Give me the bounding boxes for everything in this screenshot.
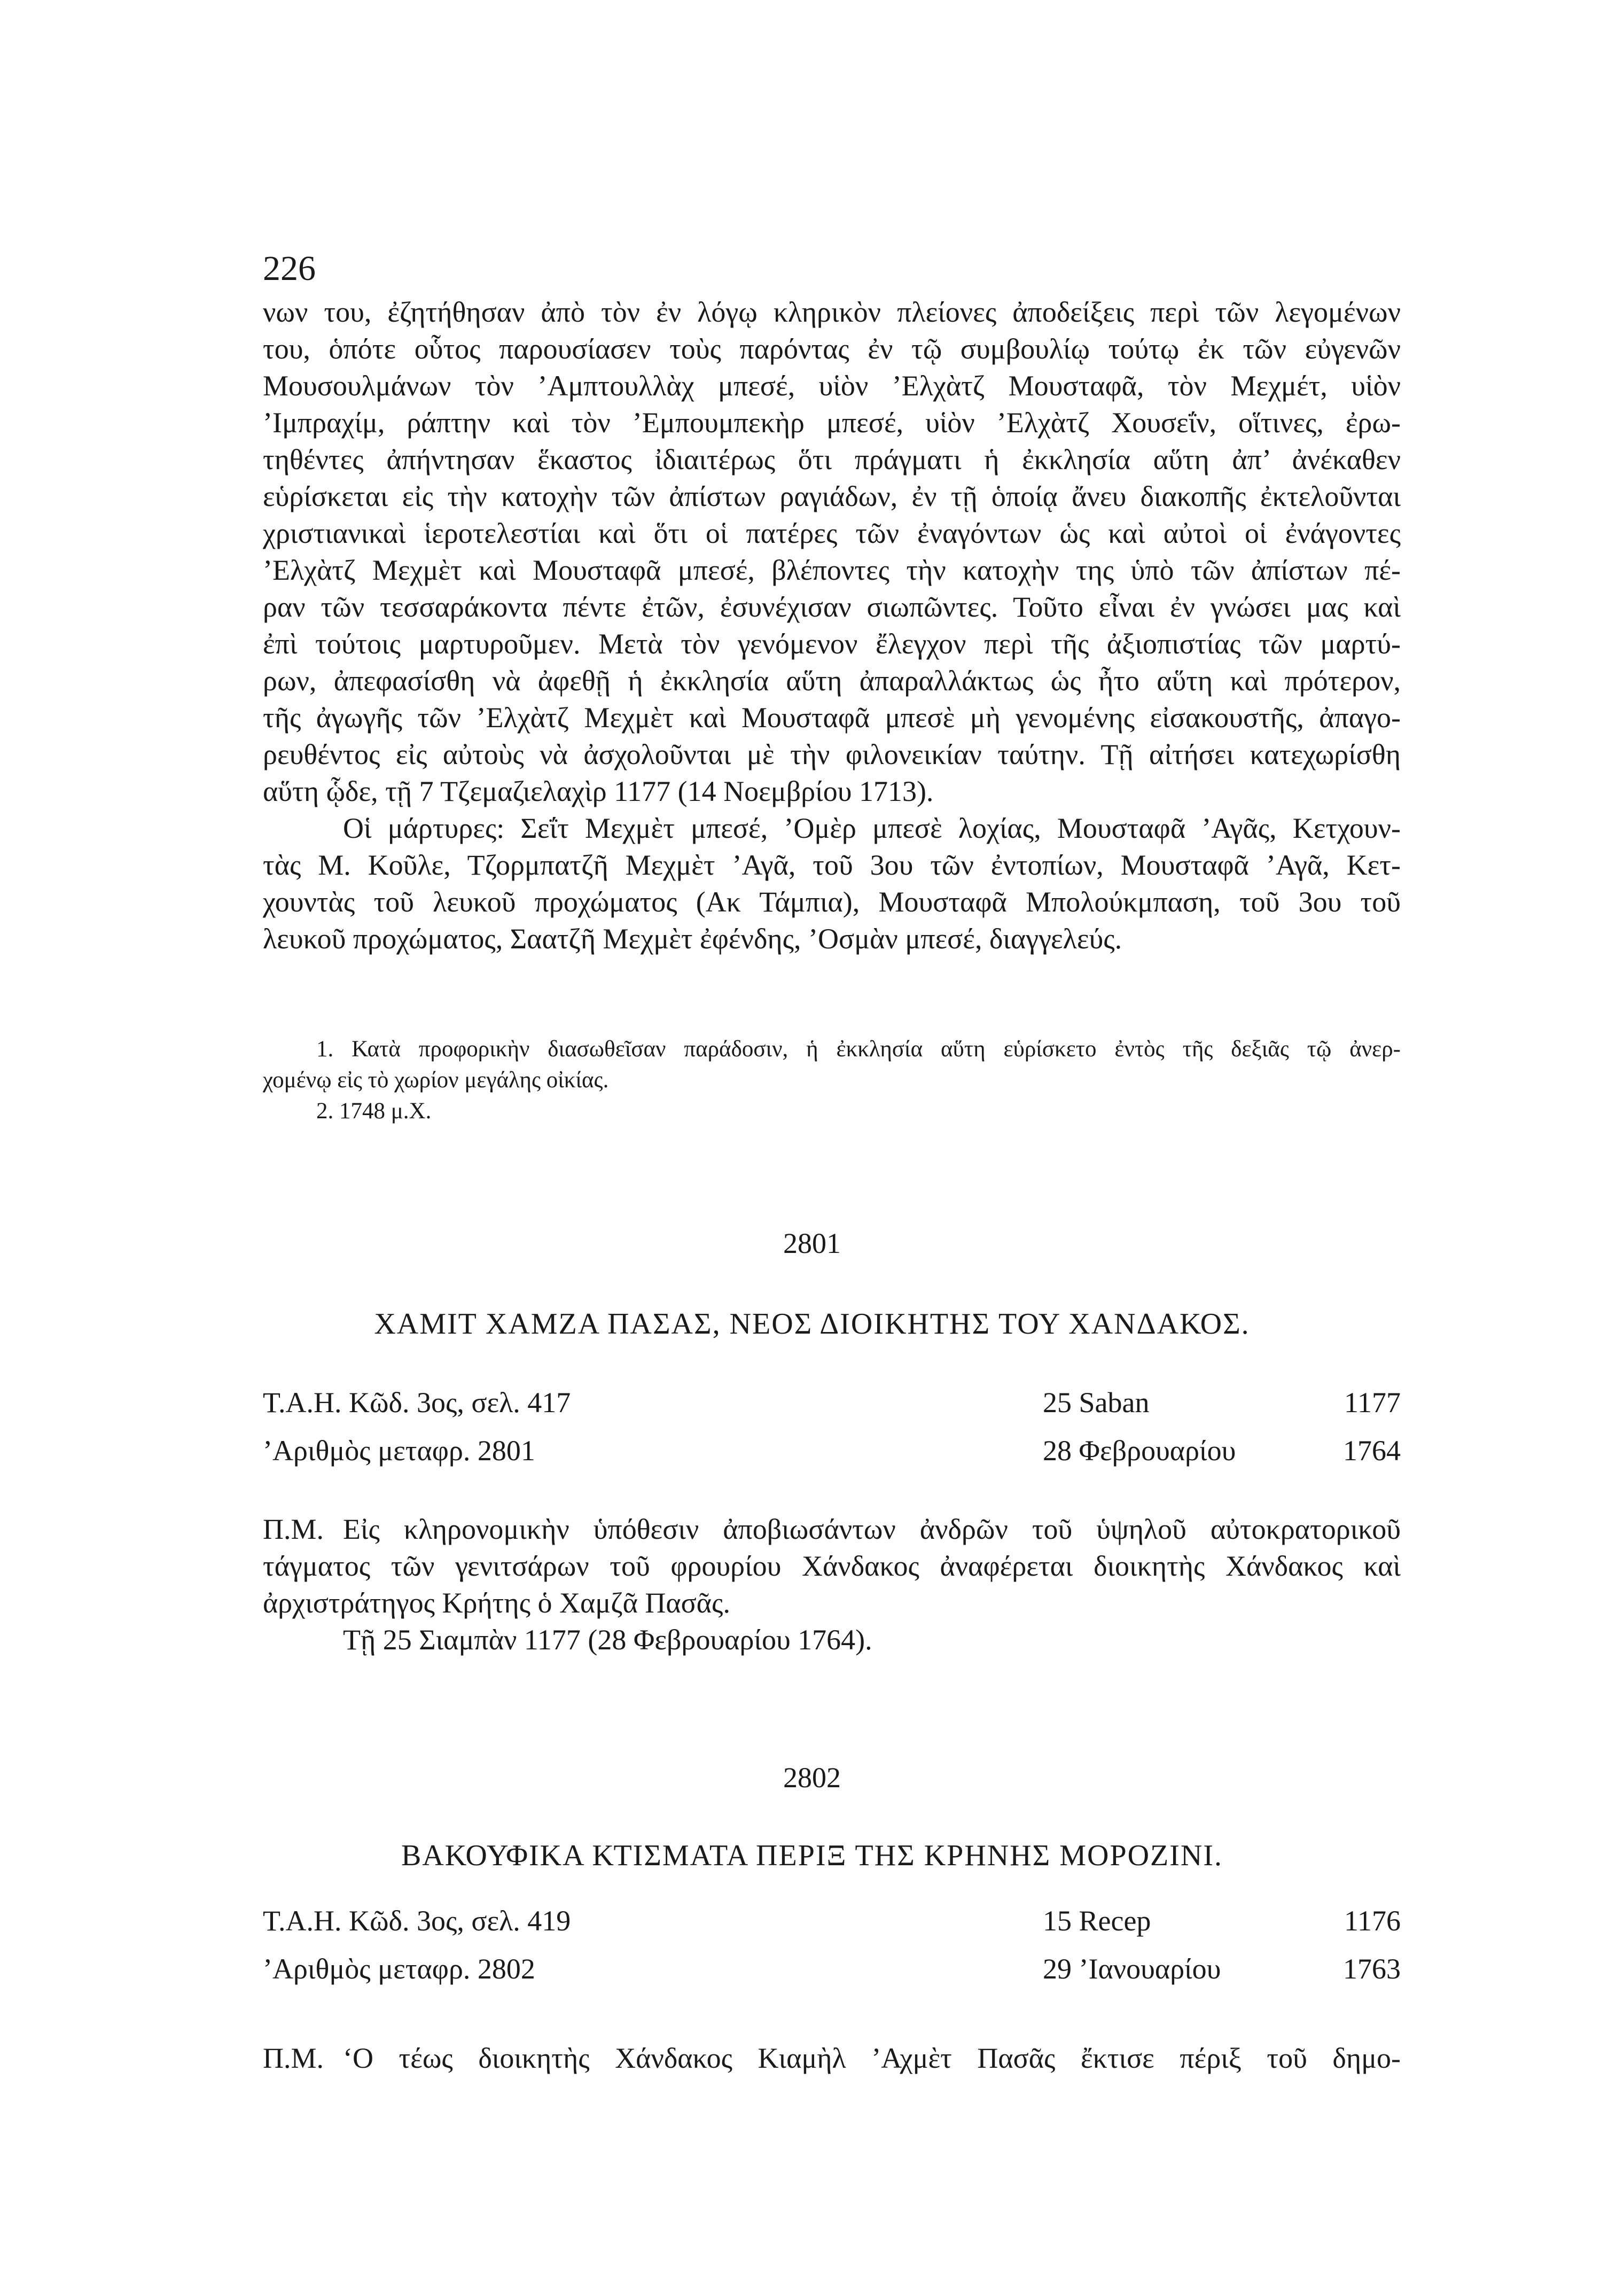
text-line: χριστιανικαὶ ἱεροτελεστίαι καὶ ὅτι οἱ πατέρες τῶν ἐναγόντων ὡς καὶ αὐτοὶ οἱ ἐνάγοντες: [263, 517, 1401, 549]
witnesses-line: λευκοῦ προχώματος, Σαατζῆ Μεχμὲτ ἐφένδης, ’Οσμὰν μπεσέ, διαγγελεύς.: [263, 923, 1122, 955]
hijri-date: 15 Recep: [1043, 1905, 1151, 1937]
archive-reference: Τ.Α.Η. Κῶδ. 3ος, σελ. 417: [263, 1387, 571, 1419]
document-meta-row: [263, 1902, 1401, 1940]
witnesses-line: χουντὰς τοῦ λευκοῦ προχώματος (Ακ Τάμπια), Μουσταφᾶ Μπολούκμπαση, τοῦ 3ου τοῦ: [263, 886, 1401, 918]
summary-label: Π.Μ.: [263, 1513, 324, 1545]
hijri-date: 25 Saban: [1043, 1387, 1150, 1419]
text-line: ρευθέντος εἰς αὐτοὺς νὰ ἀσχολοῦνται μὲ τὴν φιλονεικίαν ταύτην. Τῇ αἰτήσει κατεχωρίσθη: [263, 738, 1401, 770]
text-line: εὑρίσκεται εἰς τὴν κατοχὴν τῶν ἀπίστων ραγιάδων, ἐν τῇ ὁποίᾳ ἄνευ διακοπῆς ἐκτελοῦνται: [263, 480, 1401, 512]
text-line: τηθέντες ἀπήντησαν ἕκαστος ἰδιαιτέρως ὅτι πράγματι ἡ ἐκκλησία αὕτη ἀπ’ ἀνέκαθεν: [263, 443, 1401, 476]
continuation-text: [263, 294, 1401, 957]
footnote-1-continued: χομένῳ εἰς τὸ χωρίον μεγάλης οἰκίας.: [263, 1068, 609, 1093]
document-number: 2802: [783, 1762, 841, 1794]
text-line: ραν τῶν τεσσαράκοντα πέντε ἐτῶν, ἐσυνέχισαν σιωπῶντες. Τοῦτο εἶναι ἐν γνώσει μας καὶ: [263, 591, 1401, 623]
summary-text: Εἰς κληρονομικὴν ὑπόθεσιν ἀποβιωσάντων ἀνδρῶν τοῦ ὑψηλοῦ αὐτοκρατορικοῦ: [343, 1513, 1401, 1545]
document-title: ΧΑΜΙΤ ΧΑΜΖΑ ΠΑΣΑΣ, ΝΕΟΣ ΔΙΟΙΚΗΤΗΣ ΤΟΥ ΧΑΝΔΑΚΟΣ.: [374, 1307, 1250, 1341]
text-line: ’Ελχὰτζ Μεχμὲτ καὶ Μουσταφᾶ μπεσέ, βλέποντες τὴν κατοχὴν της ὑπὸ τῶν ἀπίστων πέ-: [263, 554, 1401, 586]
summary-line: [263, 2040, 1401, 2077]
document-number: 2801: [783, 1227, 841, 1259]
gregorian-date: 29 ’Ιανουαρίου: [1043, 1953, 1221, 1985]
text-line: αὕτη ᾧδε, τῇ 7 Τζεμαζιελαχὶρ 1177 (14 Νοεμβρίου 1713).: [263, 775, 934, 807]
document-summary: [263, 1511, 1401, 1658]
document-meta-row: [263, 1384, 1401, 1421]
footnotes: [263, 1034, 1401, 1127]
summary-line: ἀρχιστράτηγος Κρήτης ὁ Χαμζᾶ Πασᾶς.: [263, 1587, 730, 1619]
footnote-2: 2. 1748 μ.Χ.: [316, 1099, 432, 1124]
text-line: ’Ιμπραχίμ, ράπτην καὶ τὸν ’Εμπουμπεκὴρ μπεσέ, υἱὸν ’Ελχὰτζ Χουσεΐν, οἵτινες, ἐρω-: [263, 407, 1401, 439]
text-line: ἐπὶ τούτοις μαρτυροῦμεν. Μετὰ τὸν γενόμενον ἔλεγχον περὶ τῆς ἀξιοπιστίας τῶν μαρτύ-: [263, 628, 1401, 660]
text-line: ρων, ἀπεφασίσθη νὰ ἀφεθῇ ἡ ἐκκλησία αὕτη ἀπαραλλάκτως ὡς ἦτο αὕτη καὶ πρότερον,: [263, 665, 1401, 697]
translation-number: ’Αριθμὸς μεταφρ. 2801: [263, 1435, 535, 1467]
document-meta-row: [263, 1950, 1401, 1988]
witnesses-line: Οἱ μάρτυρες: Σεΐτ Μεχμὲτ μπεσέ, ’Ομὲρ μπεσὲ λοχίας, Μουσταφᾶ ’Αγᾶς, Κετχουν-: [343, 812, 1401, 844]
text-line: νων του, ἐζητήθησαν ἀπὸ τὸν ἐν λόγῳ κληρικὸν πλείονες ἀποδείξεις περὶ τῶν λεγομένων: [263, 296, 1401, 328]
summary-line: [263, 1511, 1401, 1548]
text-line: του, ὁπότε οὗτος παρουσίασεν τοὺς παρόντας ἐν τῷ συμβουλίῳ τούτῳ ἐκ τῶν εὐγενῶν: [263, 333, 1401, 365]
gregorian-year: 1764: [1343, 1435, 1401, 1467]
summary-line: τάγματος τῶν γενιτσάρων τοῦ φρουρίου Χάνδακος ἀναφέρεται διοικητὴς Χάνδακος καὶ: [263, 1550, 1401, 1582]
document-summary: [263, 2040, 1401, 2077]
witnesses-line: τὰς Μ. Κοῦλε, Τζορμπατζῆ Μεχμὲτ ’Αγᾶ, τοῦ 3ου τῶν ἐντοπίων, Μουσταφᾶ ’Αγᾶ, Κετ-: [263, 849, 1401, 881]
hijri-year: 1176: [1344, 1905, 1401, 1937]
footnote-1: 1. Κατὰ προφορικὴν διασωθεῖσαν παράδοσιν, ἡ ἐκκλησία αὕτη εὑρίσκετο ἐντὸς τῆς δεξιᾶς τῷ ἀνερ-: [316, 1037, 1401, 1062]
translation-number: ’Αριθμὸς μεταφρ. 2802: [263, 1953, 535, 1985]
text-line: τῆς ἀγωγῆς τῶν ’Ελχὰτζ Μεχμὲτ καὶ Μουσταφᾶ μπεσὲ μὴ γενομένης εἰσακουστῆς, ἀπαγο-: [263, 702, 1401, 734]
page-number: 226: [263, 249, 316, 288]
document-title: ΒΑΚΟΥΦΙΚΑ ΚΤΙΣΜΑΤΑ ΠΕΡΙΞ ΤΗΣ ΚΡΗΝΗΣ ΜΟΡΟΖΙΝΙ.: [401, 1839, 1223, 1872]
gregorian-date: 28 Φεβρουαρίου: [1043, 1435, 1236, 1467]
hijri-year: 1177: [1344, 1387, 1401, 1419]
gregorian-year: 1763: [1343, 1953, 1401, 1985]
text-line: Μουσουλμάνων τὸν ’Αμπτουλλὰχ μπεσέ, υἱὸν ’Ελχὰτζ Μουσταφᾶ, τὸν Μεχμέτ, υἱὸν: [263, 370, 1401, 402]
archive-reference: Τ.Α.Η. Κῶδ. 3ος, σελ. 419: [263, 1905, 571, 1937]
summary-text: ‘Ο τέως διοικητὴς Χάνδακος Κιαμὴλ ’Αχμὲτ Πασᾶς ἔκτισε πέριξ τοῦ δημο-: [343, 2042, 1401, 2074]
summary-label: Π.Μ.: [263, 2042, 324, 2074]
document-meta-row: [263, 1432, 1401, 1469]
summary-date-line: Τῇ 25 Σιαμπὰν 1177 (28 Φεβρουαρίου 1764).: [343, 1624, 872, 1656]
